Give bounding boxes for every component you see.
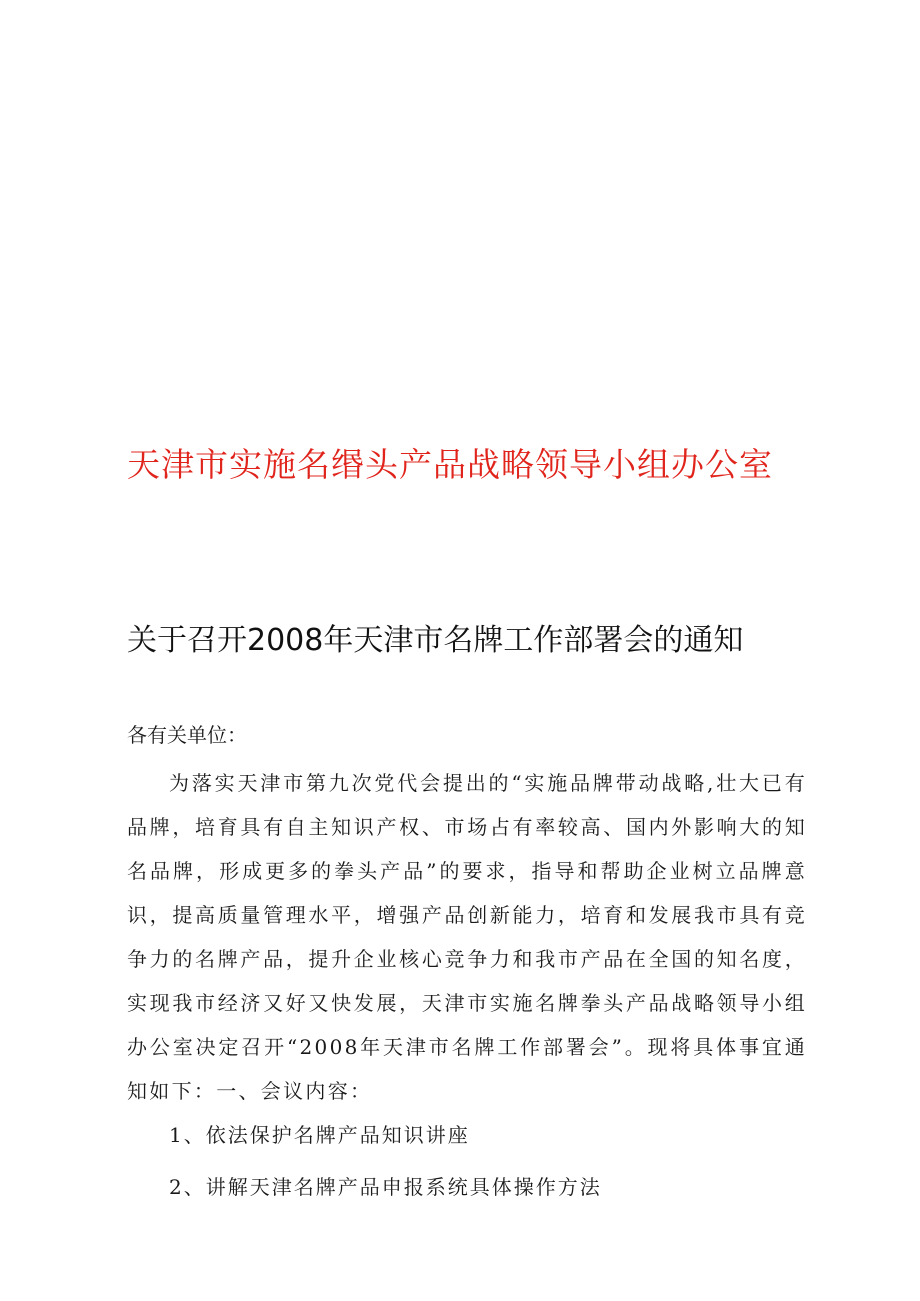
notice-title: 关于召开2008年天津市名牌工作部署会的通知 — [127, 623, 744, 658]
body-paragraph: 为落实天津市第九次党代会提出的“实施品牌带动战略,壮大已有品牌，培育具有自主知识产权、市场占有率较高、国内外影响大的知名品牌，形成更多的拳头产品”的要求，指导和帮助企业树立品牌意识，提高质量管理水平，增强产品创新能力，培育和发展我市具有竞争力的名牌产品，提升企业核心竞争力和我市产品在全国的知名度，实现我市经济又好又快发展，天津市实施名牌拳头产品战略领导小组办公室决定召开“2008年天津市名牌工作部署会”。现将具体事宜通知如下：一、会议内容： — [127, 771, 807, 1103]
salutation: 各有关单位： — [127, 723, 247, 747]
list-item: 2、讲解天津名牌产品申报系统具体操作方法 — [169, 1175, 602, 1199]
issuing-office-header: 天津市实施名缗头产品战略领导小组办公室 — [127, 445, 773, 484]
notice-body — [127, 713, 807, 1209]
list-item: 1、依法保护名牌产品知识讲座 — [169, 1123, 470, 1147]
